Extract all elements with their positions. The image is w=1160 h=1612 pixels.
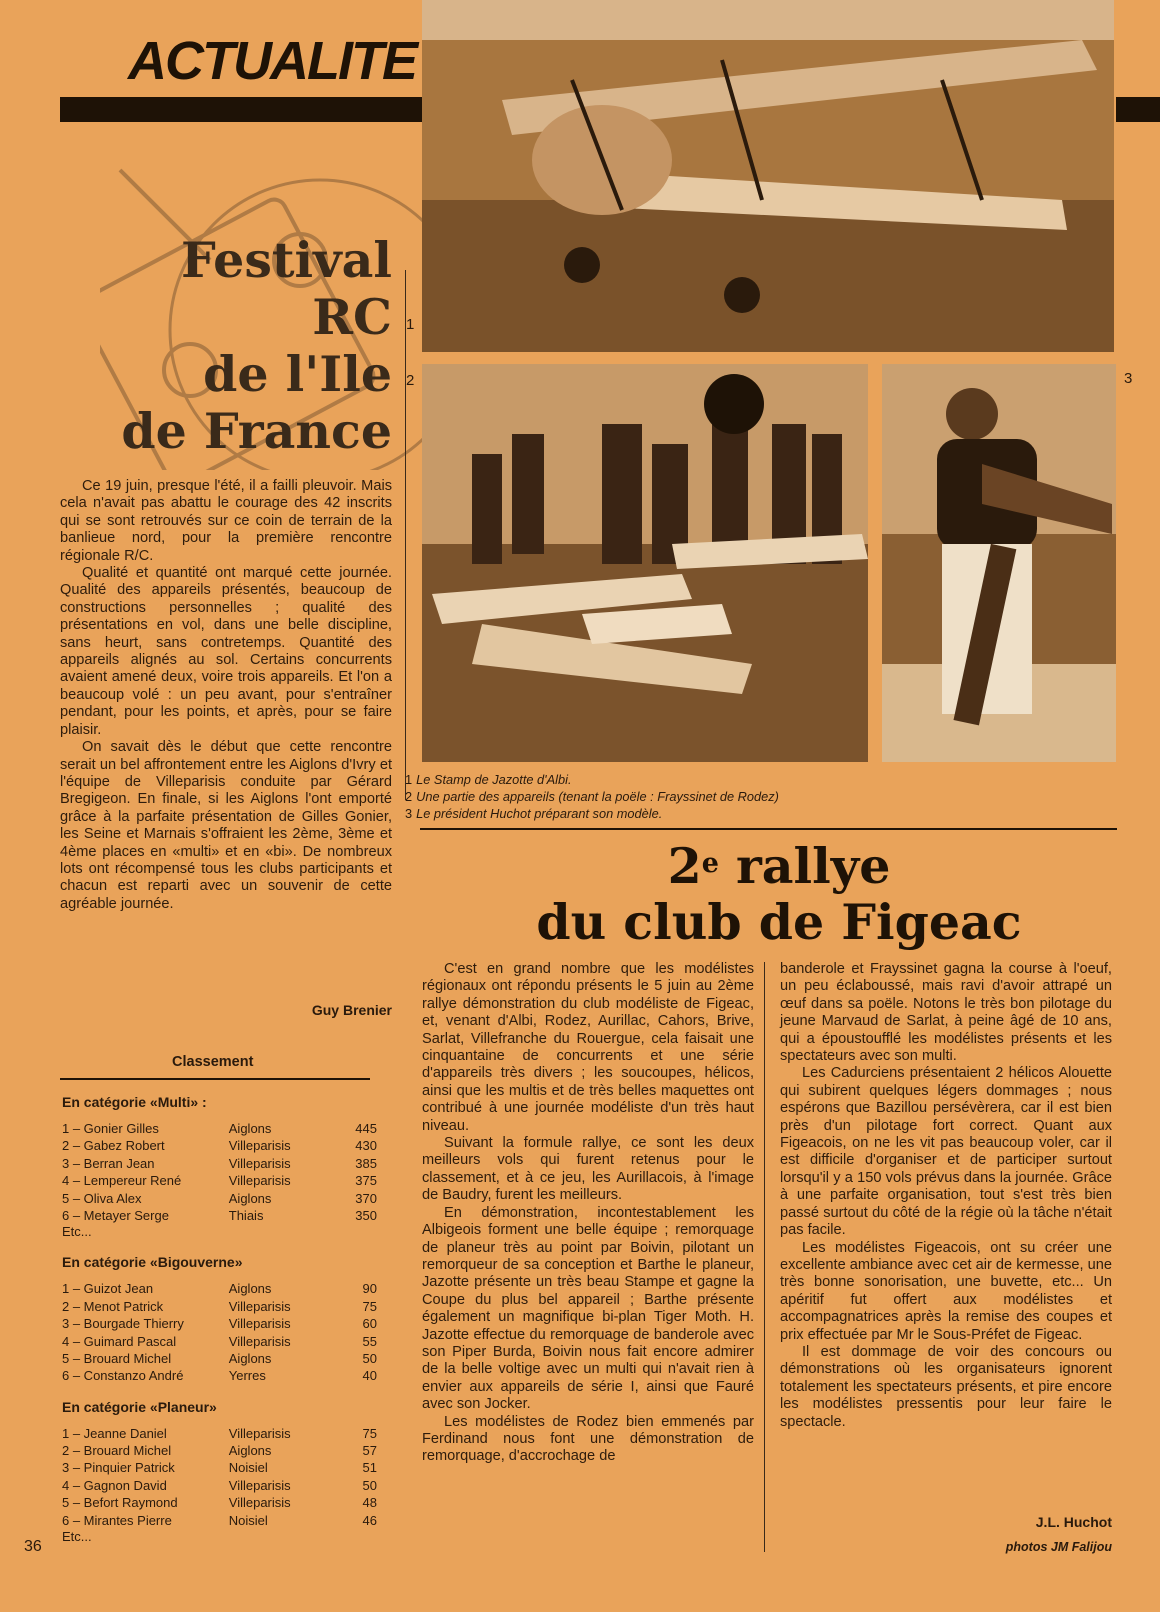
article2-column-divider [764, 962, 765, 1552]
rank-club: Aiglons [228, 1350, 272, 1366]
paragraph: On savait dès le début que cette rencontre serait un bel affrontement entre les Aiglons d'Ivry et l'équipe de Villeparisis conduite par Gérard Bregigeon. En finale, si les Aiglons l'ont emporté grâce à la parfaite présentation de Gilles Gonier, les Seine et Marnais s'offraient les 2ème, 3ème et 4ème places en «multi» et en «bi». De nombreux lots ont récompensé tous les clubs participants et chacun est reparti avec un souvenir de cette agréable journée. [60, 739, 392, 912]
table-row [62, 1333, 377, 1350]
rank-score: 55 [362, 1333, 377, 1349]
paragraph: Suivant la formule rallye, ce sont les deux meilleurs vols qui furent retenus pour le classement, et à ce jeu, les Aurillacois, à l'image de Baudry, furent les meilleurs. [422, 1135, 754, 1204]
table-row [62, 1137, 377, 1154]
table-row [62, 1298, 377, 1315]
rank-name: 6 – Constanzo André [62, 1368, 184, 1384]
photo-number: 1 [406, 316, 415, 333]
table-row [62, 1280, 377, 1297]
rank-score: 350 [355, 1207, 377, 1223]
rank-name: 1 – Guizot Jean [62, 1281, 154, 1297]
classement-rule [60, 1078, 370, 1080]
table-row [62, 1120, 377, 1137]
headline-line [420, 838, 1138, 894]
rank-club: Yerres [228, 1368, 266, 1384]
classement-list [62, 1082, 377, 1545]
caption-rule [420, 828, 1117, 830]
rank-name: 4 – Gagnon David [62, 1477, 167, 1493]
caption-number: 1 [405, 772, 413, 787]
rank-club: Aiglons [228, 1190, 272, 1206]
rank-club: Thiais [228, 1207, 264, 1223]
rank-club: Aiglons [228, 1443, 272, 1459]
headline-line: de France [121, 402, 392, 460]
rank-club: Villeparisis [228, 1477, 291, 1493]
headline-line: RC [312, 288, 392, 346]
etc-note: Etc... [62, 1529, 92, 1545]
caption-text: Le président Huchot préparant son modèle. [416, 806, 663, 821]
rank-score: 445 [355, 1121, 377, 1136]
paragraph: banderole et Frayssinet gagna la course à l'oeuf, un peu éclaboussé, mais ravi d'avoir attrapé un œuf dans sa poële. Notons le très bon pilotage du jeune Marvaud de Sarlat, à peine âgé de 10 ans, qui a époustoufflé les modélistes présents et les spectateurs avec son multi. [780, 961, 1112, 1065]
paragraph: Les modélistes Figeacois, ont su créer une excellente ambiance avec cet air de kermesse, une très bonne sonorisation, une buvette, etc... Un apéritif fut offert aux modélistes et accompagnatrices après la remise des coupes et prix effectuée par Mr le Sous-Préfet de Figeac. [780, 1239, 1112, 1343]
caption-number: 2 [405, 789, 413, 804]
rank-name: 5 – Befort Raymond [62, 1495, 178, 1511]
category-title: En catégorie «Multi» : [62, 1094, 207, 1110]
headline-text: rallye [718, 837, 891, 895]
ranking-table-bigouverne [62, 1280, 377, 1384]
paragraph: Ce 19 juin, presque l'été, il a failli pleuvoir. Mais cela n'avait pas abattu le courage des 42 inscrits qui se sont retrouvés sur ce coin de terrain de la banlieue nord, pour la première rencontre régionale R/C. [60, 478, 392, 564]
table-row [62, 1459, 377, 1476]
table-row [62, 1207, 377, 1224]
rank-name: 2 – Gabez Robert [62, 1138, 165, 1154]
caption-number: 3 [405, 806, 413, 821]
paragraph: Les Cadurciens présentaient 2 hélicos Alouette qui subirent quelques légers dommages ; nous espérons que Bazillou persévèrera, car il est bien près d'un pilotage fort correct. Quant aux Figeacois, on ne les vit pas beaucoup voler, car il est difficile d'organiser et de participer surtout lorsqu'il y a 150 vols prévus dans la journée. Grâce à une parfaite organisation, tout s'est très bien passé surtout du côté de la régie où la tâche n'était pas facile. [780, 1065, 1112, 1239]
rank-score: 75 [362, 1298, 377, 1314]
article2-headline [420, 838, 1138, 950]
rank-score: 370 [355, 1190, 377, 1206]
rank-club: Villeparisis [228, 1316, 291, 1332]
table-row [62, 1172, 377, 1189]
article2-column-1 [422, 961, 754, 1466]
rank-score: 46 [362, 1512, 377, 1528]
table-row [62, 1512, 377, 1529]
table-row [62, 1477, 377, 1494]
table-row [62, 1315, 377, 1332]
caption-text: Une partie des appareils (tenant la poële : Frayssinet de Rodez) [416, 789, 779, 804]
table-row [62, 1155, 377, 1172]
photo-aircraft-lineup [422, 364, 868, 762]
headline-line: de l'Ile [203, 345, 392, 403]
rank-name: 3 – Bourgade Thierry [62, 1316, 184, 1332]
rank-club: Villeparisis [228, 1155, 291, 1171]
table-row [62, 1190, 377, 1207]
article2-author: J.L. Huchot [1035, 1514, 1112, 1530]
rank-score: 50 [362, 1350, 377, 1366]
article1-body [60, 478, 392, 913]
rank-club: Villeparisis [228, 1138, 291, 1154]
table-row [62, 1442, 377, 1459]
paragraph: Il est dommage de voir des concours ou démonstrations où les organisateurs ignorent totalement les spectateurs présents, et pire encore les modélistes pressentis pour leur faire le spectacle. [780, 1343, 1112, 1430]
rank-name: 5 – Brouard Michel [62, 1350, 172, 1366]
table-row [62, 1350, 377, 1367]
rank-club: Villeparisis [228, 1333, 291, 1349]
rank-score: 50 [362, 1477, 377, 1493]
section-title: ACTUALITE [128, 31, 416, 91]
rank-score: 75 [362, 1425, 377, 1441]
header-rule-left [60, 97, 422, 122]
headline-superscript: e [701, 848, 719, 879]
rank-score: 385 [355, 1155, 377, 1171]
paragraph: C'est en grand nombre que les modélistes régionaux ont répondu présents le 5 juin au 2ème rallye démonstration du club modéliste de Figeac, et, venant d'Albi, Rodez, Aurillac, Cahors, Brive, Sarlat, Villefranche du Rouergue, cela faisait une cinquantaine de concurrents et une série d'appareils très divers ; les soucoupes, hélicos, ainsi que les multis et de très belles maquettes ont contribué à une journée modéliste d'un très haut niveau. [422, 961, 754, 1134]
headline-line: Festival [181, 231, 392, 289]
rank-name: 1 – Gonier Gilles [62, 1121, 159, 1136]
rank-score: 51 [362, 1460, 377, 1476]
column-divider [405, 270, 406, 800]
rank-name: 3 – Pinquier Patrick [62, 1460, 175, 1476]
header-rule-right [1116, 97, 1160, 122]
rank-score: 57 [362, 1443, 377, 1459]
rank-name: 2 – Menot Patrick [62, 1298, 164, 1314]
rank-score: 40 [362, 1368, 377, 1384]
rank-name: 4 – Guimard Pascal [62, 1333, 177, 1349]
paragraph: Qualité et quantité ont marqué cette journée. Qualité des appareils présentés, beaucoup de constructions personnelles ; qualité des présentations en vol, dans une belle discipline, sans heurt, sans contretemps. Quantité des appareils alignés au sol. Certains concurrents avaient amené deux, voire trois appareils. Et l'on a beaucoup volé : un peu avant, pour s'entraîner pendant, pour les points, et après, pour se faire plaisir. [60, 565, 392, 738]
rank-club: Noisiel [228, 1512, 268, 1528]
rank-score: 430 [355, 1138, 377, 1154]
rank-score: 90 [362, 1281, 377, 1297]
rank-club: Villeparisis [228, 1298, 291, 1314]
paragraph: Les modélistes de Rodez bien emmenés par Ferdinand nous font une démonstration de remorquage, d'accrochage de [422, 1413, 754, 1465]
table-row [62, 1494, 377, 1511]
paragraph: En démonstration, incontestablement les Albigeois forment une belle équipe ; remorquage de planeur très au point par Boivin, pilotant un remorqueur de sa conception et Barthe le planeur, Jazotte présente un très beau Stampe et gagne la Coupe du plus bel appareil ; Barthe présente également un magnifique bi-plan Tiger Moth. H. Jazotte effectue du remorquage de banderole avec son Piper Burda, Boivin nous fait encore admirer de la belle voltige avec un multi qui n'avait rien à envier aux appareils de série I, ainsi que Fauré avec son Jocker. [422, 1204, 754, 1413]
photo-credit: photos JM Falijou [1005, 1540, 1112, 1554]
page-number: 36 [24, 1538, 42, 1555]
rank-score: 60 [362, 1316, 377, 1332]
category-title: En catégorie «Bigouverne» [62, 1254, 243, 1271]
rank-name: 6 – Mirantes Pierre [62, 1512, 172, 1528]
photo-captions [405, 771, 1135, 822]
rank-score: 48 [362, 1495, 377, 1511]
rank-name: 2 – Brouard Michel [62, 1443, 172, 1459]
ranking-table-planeur [62, 1425, 377, 1545]
rank-club: Aiglons [228, 1281, 272, 1297]
photo-biplane [422, 0, 1114, 352]
photo-number: 2 [406, 372, 415, 389]
etc-note: Etc... [62, 1224, 92, 1240]
rank-name: 5 – Oliva Alex [62, 1190, 142, 1206]
rank-club: Noisiel [228, 1460, 268, 1476]
article1-headline [60, 232, 392, 460]
classement-title: Classement [172, 1054, 254, 1070]
rank-name: 4 – Lempereur René [62, 1173, 182, 1189]
rank-club: Aiglons [228, 1121, 272, 1136]
table-row [62, 1425, 377, 1442]
rank-name: 6 – Metayer Serge [62, 1207, 169, 1223]
headline-number: 2 [667, 837, 702, 895]
rank-score: 375 [355, 1173, 377, 1189]
headline-line: du club de Figeac [536, 893, 1022, 951]
photo-number: 3 [1124, 370, 1133, 387]
rank-club: Villeparisis [228, 1425, 291, 1441]
caption-text: Le Stamp de Jazotte d'Albi. [416, 772, 572, 787]
rank-name: 3 – Berran Jean [62, 1155, 155, 1171]
ranking-table-multi [62, 1120, 377, 1240]
category-title: En catégorie «Planeur» [62, 1398, 217, 1415]
caption-line [405, 788, 1135, 805]
table-row [62, 1367, 377, 1384]
caption-line [405, 771, 1135, 788]
rank-name: 1 – Jeanne Daniel [62, 1425, 167, 1441]
article2-column-2 [780, 961, 1112, 1431]
article1-author: Guy Brenier [311, 1002, 392, 1018]
rank-club: Villeparisis [228, 1495, 291, 1511]
caption-line [405, 805, 1135, 822]
photo-president [882, 364, 1116, 762]
rank-club: Villeparisis [228, 1173, 291, 1189]
